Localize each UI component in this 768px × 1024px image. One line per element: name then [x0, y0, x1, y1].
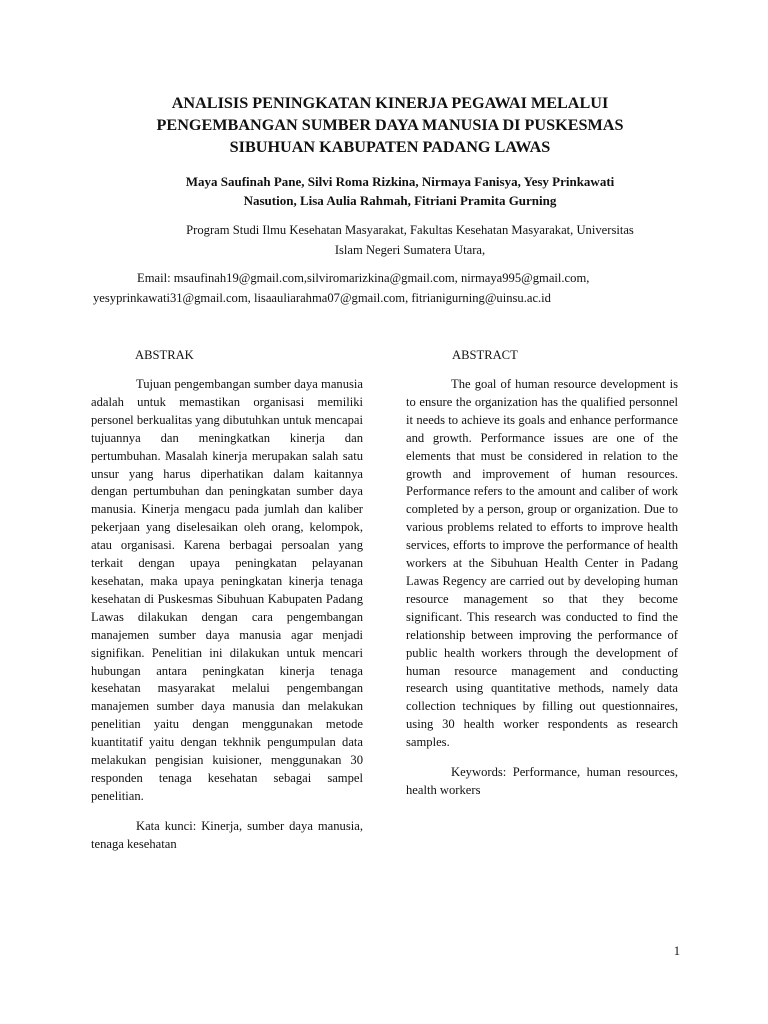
- abstrak-body: Tujuan pengembangan sumber daya manusia adalah untuk memastikan organisasi memiliki personel berkualitas yang dibutuhkan untuk mencapai tujuannya dan meningkatkan kinerja dan pertumbuhan. Masalah kinerja merupakan salah satu unsur yang harus diperhatikan dalam kaitannya dengan pertumbuhan dan peningkatan sumber daya manusia. Kinerja mengacu pada jumlah dan kaliber pekerjaan yang diselesaikan oleh orang, kelompok, atau organisasi. Karena berbagai persoalan yang terkait dengan upaya peningkatan pelayanan kesehatan, maka upaya peningkatan kinerja tenaga kesehatan di Puskesmas Sibuhuan Kabupaten Padang Lawas dilakukan dengan cara pengembangan manajemen sumber daya manusia agar menjadi signifikan. Penelitian ini dilakukan untuk mencari hubungan antara peningkatan kinerja tenaga kesehatan masyarakat melalui pengembangan manajemen sumber daya manusia dan melakukan penelitian yaitu dengan menggunakan metode kuantitatif yaitu dengan tekhnik pengumpulan data melakukan pengisian kuisioner, menggunakan 30 responden tenaga kesehatan sebagai sampel penelitian.: [91, 377, 363, 803]
- author-list: [120, 172, 680, 210]
- abstract-heading: ABSTRACT: [452, 348, 518, 362]
- abstract-keywords: Keywords: Performance, human resources, health workers: [406, 765, 678, 797]
- author-line: Maya Saufinah Pane, Silvi Roma Rizkina, Nirmaya Fanisya, Yesy Prinkawati: [185, 174, 615, 189]
- page-number: 1: [673, 944, 680, 958]
- email-line: Email: msaufinah19@gmail.com,silviromarizkina@gmail.com, nirmaya995@gmail.com,: [137, 271, 590, 285]
- title-line: PENGEMBANGAN SUMBER DAYA MANUSIA DI PUSKESMAS: [156, 116, 624, 134]
- author-line: Nasution, Lisa Aulia Rahmah, Fitriani Pramita Gurning: [243, 193, 557, 208]
- paper-title: [100, 92, 680, 158]
- title-line: SIBUHUAN KABUPATEN PADANG LAWAS: [229, 138, 551, 156]
- abstrak-heading: ABSTRAK: [135, 348, 194, 362]
- abstrak-keywords: Kata kunci: Kinerja, sumber daya manusia, tenaga kesehatan: [91, 818, 363, 851]
- affiliation-line: Islam Negeri Sumatera Utara,: [334, 243, 486, 257]
- email-line: yesyprinkawati31@gmail.com, lisaauliarahma07@gmail.com, fitrianigurning@uinsu.ac.id: [93, 291, 551, 305]
- title-line: ANALISIS PENINGKATAN KINERJA PEGAWAI MELALUI: [171, 94, 609, 112]
- email-block: [93, 268, 700, 308]
- abstrak-column: [91, 346, 363, 854]
- affiliation-line: Program Studi Ilmu Kesehatan Masyarakat, Fakultas Kesehatan Masyarakat, Universitas: [186, 223, 634, 237]
- abstract-column: [406, 346, 678, 800]
- affiliation: [100, 220, 720, 260]
- abstract-body: The goal of human resource development is to ensure the organization has the qualified personnel it needs to achieve its goals and enhance performance and growth. Performance issues are one of the elements that must be considered in relation to the growth and improvement of human resources. Performance refers to the amount and caliber of work completed by a person, group or organization. Due to various problems related to efforts to improve health services, efforts to improve the performance of health workers at the Sibuhuan Health Center in Padang Lawas Regency are carried out by developing human resource management so that they become significant. This research was conducted to find the relationship between improving the performance of public health workers through the development of human resource management and conducting research using quantitative methods, namely data collection techniques by filling out questionnaires, using 30 health worker respondents as research samples.: [406, 377, 678, 750]
